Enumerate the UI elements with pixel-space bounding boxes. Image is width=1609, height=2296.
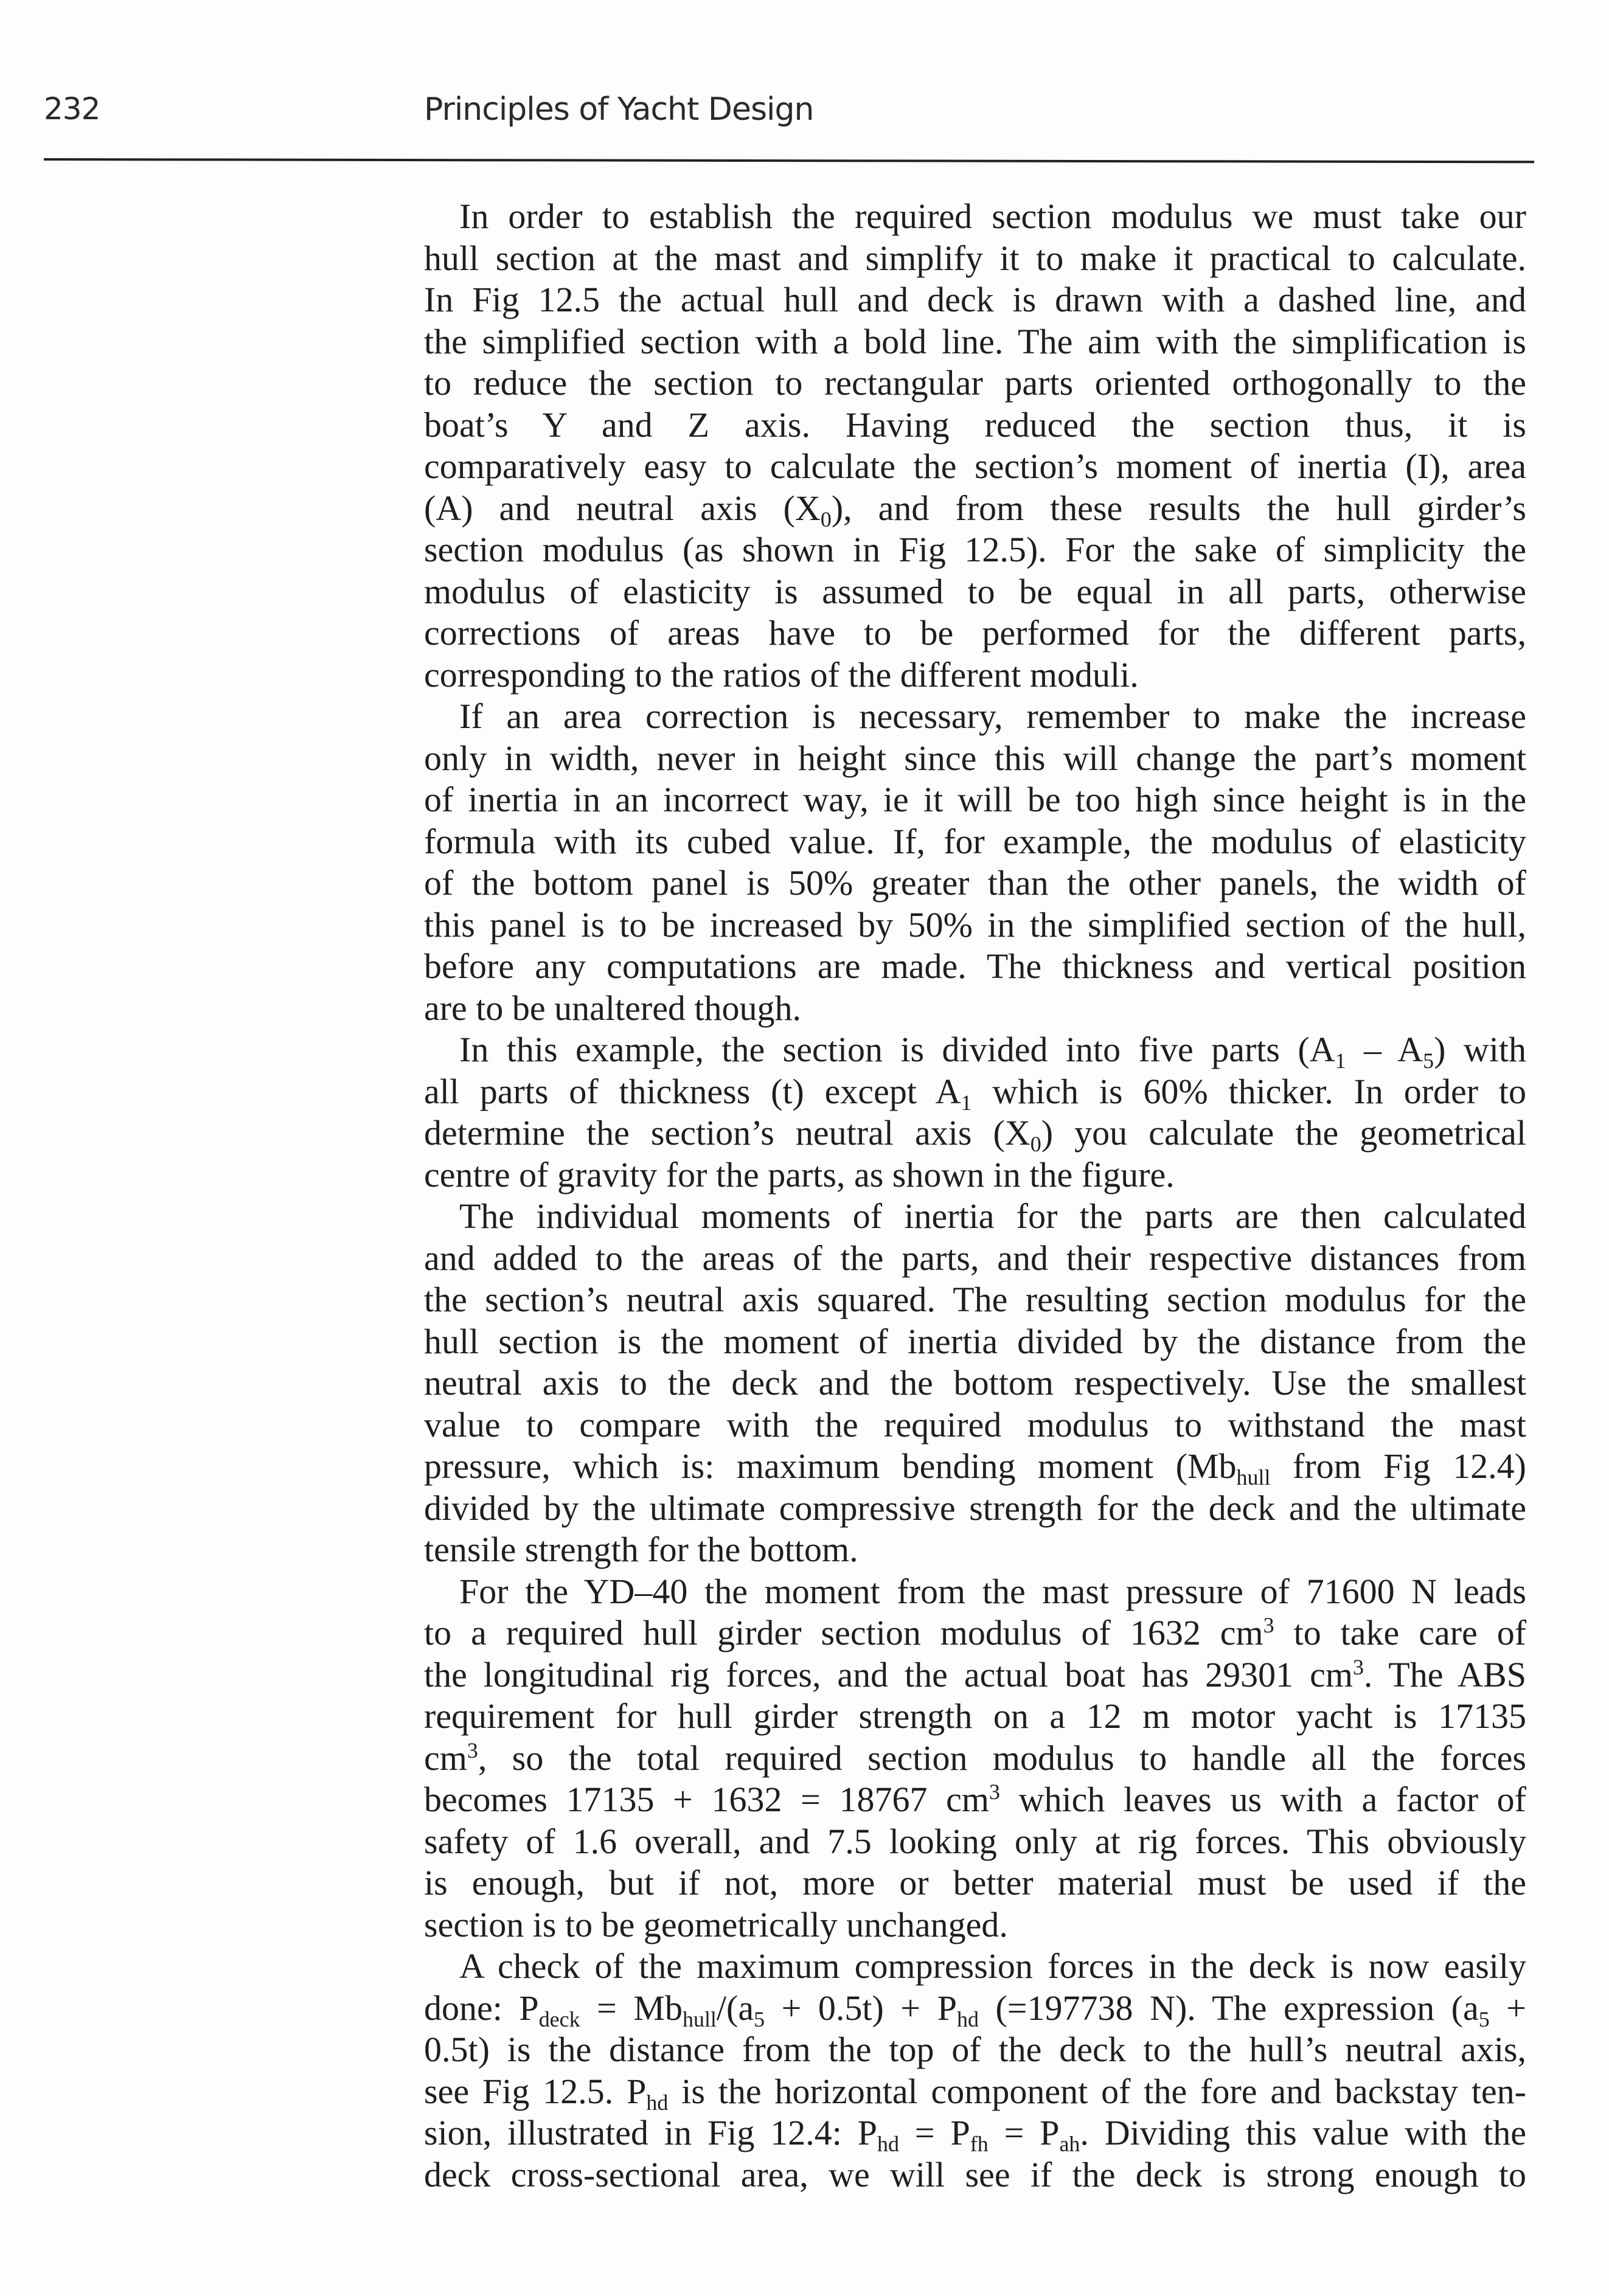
text-line <box>424 1404 1526 1446</box>
text-line <box>424 404 1526 446</box>
text-line <box>424 488 1526 530</box>
text-run: . The ABS <box>1363 1654 1526 1694</box>
text-line <box>424 862 1526 904</box>
text-line <box>424 946 1526 988</box>
text-line <box>424 1154 1526 1196</box>
text-line <box>424 362 1526 404</box>
text-run: /(a <box>716 1988 754 2028</box>
text-run: see Fig 12.5. P <box>424 2071 647 2111</box>
text-line <box>424 1029 1526 1071</box>
text-line <box>424 1946 1526 1988</box>
text-line <box>424 196 1526 238</box>
text-line <box>424 1571 1526 1613</box>
text-line <box>424 1862 1526 1904</box>
text-line <box>424 904 1526 946</box>
text-run: boat’s Y and Z axis. Having reduced the section thus, it is <box>424 404 1526 445</box>
body-text <box>424 196 1526 2196</box>
text-run: requirement for hull girder strength on a 12 m motor yacht is 17135 <box>424 1696 1526 1736</box>
text-line <box>424 529 1526 571</box>
page-number: 232 <box>44 91 100 127</box>
text-run: For the YD–40 the moment from the mast pressure of 71600 N leads <box>459 1571 1526 1611</box>
text-line <box>424 1279 1526 1321</box>
text-run: 0.5t) is the distance from the top of the deck to the hull’s neutral axis, <box>424 2030 1526 2069</box>
text-run: A check of the maximum compression forces in the deck is now easily <box>459 1946 1526 1986</box>
text-run: section is to be geometrically unchanged. <box>424 1904 1008 1944</box>
text-line <box>424 279 1526 321</box>
text-run: ) you calculate the geometrical <box>1041 1113 1527 1153</box>
text-run: + <box>1489 1988 1526 2028</box>
text-line <box>424 1488 1526 1530</box>
subscript: ah <box>1059 2131 1080 2156</box>
text-run: the section’s neutral axis squared. The resulting section modulus for the <box>424 1280 1526 1319</box>
text-run: ), and from these results the hull girder’s <box>831 488 1527 528</box>
text-run: sion, illustrated in Fig 12.4: P <box>424 2113 877 2152</box>
text-line <box>424 1446 1526 1488</box>
text-run: which is 60% thicker. In order to <box>971 1071 1526 1111</box>
text-run: the simplified section with a bold line. The aim with the simplification is <box>424 321 1526 361</box>
text-run: to reduce the section to rectangular parts oriented orthogonally to the <box>424 363 1526 403</box>
text-line <box>424 2112 1526 2154</box>
text-run: which leaves us with a factor of <box>999 1780 1526 1819</box>
text-run: = P <box>988 2113 1060 2152</box>
text-line <box>424 1904 1526 1946</box>
text-run: comparatively easy to calculate the section’s moment of inertia (I), area <box>424 446 1526 486</box>
text-run: of the bottom panel is 50% greater than the other panels, the width of <box>424 863 1526 903</box>
subscript: hd <box>956 2006 979 2031</box>
text-run: = Mb <box>580 1988 683 2028</box>
text-run: . Dividing this value with the <box>1080 2113 1527 2152</box>
text-line <box>424 2154 1526 2196</box>
subscript: 0 <box>820 507 832 532</box>
text-line <box>424 821 1526 863</box>
text-run: formula with its cubed value. If, for example, the modulus of elasticity <box>424 821 1526 861</box>
subscript: hd <box>646 2090 669 2115</box>
header-rule <box>44 158 1534 163</box>
subscript: 0 <box>1030 1131 1041 1156</box>
text-run: is the horizontal component of the fore and backstay ten- <box>668 2071 1526 2111</box>
text-line <box>424 1238 1526 1280</box>
text-line <box>424 1112 1526 1154</box>
text-line <box>424 1362 1526 1404</box>
text-line <box>424 779 1526 821</box>
subscript: 5 <box>754 2006 765 2031</box>
text-run: is enough, but if not, more or better material must be used if the <box>424 1863 1526 1902</box>
text-run: ) with <box>1434 1030 1526 1069</box>
subscript: hull <box>682 2006 717 2031</box>
text-run: centre of gravity for the parts, as shown in the figure. <box>424 1154 1175 1195</box>
subscript: hd <box>877 2131 899 2156</box>
subscript: 1 <box>961 1090 972 1115</box>
text-run: from Fig 12.4) <box>1270 1446 1526 1486</box>
text-run: pressure, which is: maximum bending moment (Mb <box>424 1446 1237 1486</box>
text-run: to take care of <box>1274 1613 1527 1653</box>
text-run: all parts of thickness (t) except A <box>424 1071 961 1111</box>
text-run: hull section is the moment of inertia divided by the distance from the <box>424 1321 1526 1361</box>
text-run: becomes 17135 + 1632 = 18767 cm <box>424 1780 989 1819</box>
subscript: 1 <box>1335 1048 1346 1073</box>
subscript: hull <box>1236 1465 1271 1490</box>
text-run: modulus of elasticity is assumed to be equal in all parts, otherwise <box>424 571 1526 611</box>
text-run: In order to establish the required section modulus we must take our <box>459 196 1526 236</box>
text-run: done: P <box>424 1988 539 2028</box>
text-line <box>424 1196 1526 1238</box>
text-run: cm <box>424 1738 467 1778</box>
text-run: divided by the ultimate compressive strength for the deck and the ultimate <box>424 1488 1526 1528</box>
text-line <box>424 571 1526 613</box>
text-run: of inertia in an incorrect way, ie it will be too high since height is in the <box>424 780 1526 819</box>
text-line <box>424 612 1526 654</box>
text-line <box>424 238 1526 280</box>
text-run: If an area correction is necessary, remember to make the increase <box>459 696 1526 736</box>
text-run: are to be unaltered though. <box>424 988 802 1028</box>
text-line <box>424 1612 1526 1654</box>
subscript: 5 <box>1478 2006 1490 2031</box>
text-run: In Fig 12.5 the actual hull and deck is drawn with a dashed line, and <box>424 280 1526 319</box>
text-line <box>424 2071 1526 2113</box>
text-run: neutral axis to the deck and the bottom respectively. Use the smallest <box>424 1363 1526 1403</box>
text-run: and added to the areas of the parts, and their respective distances from <box>424 1238 1526 1278</box>
text-line <box>424 2029 1526 2071</box>
text-line <box>424 696 1526 738</box>
text-run: – A <box>1346 1030 1423 1069</box>
text-line <box>424 1529 1526 1571</box>
text-line <box>424 1738 1526 1780</box>
subscript: fh <box>970 2131 989 2156</box>
superscript: 3 <box>989 1780 1000 1805</box>
text-run: determine the section’s neutral axis (X <box>424 1113 1030 1153</box>
text-run: (A) and neutral axis (X <box>424 488 821 528</box>
text-run: to a required hull girder section modulus of 1632 cm <box>424 1613 1263 1653</box>
text-run: In this example, the section is divided into five parts (A <box>459 1030 1335 1069</box>
text-run: only in width, never in height since this will change the part’s moment <box>424 738 1526 778</box>
subscript: 5 <box>1423 1048 1434 1073</box>
running-title: Principles of Yacht Design <box>424 91 814 128</box>
text-run: + 0.5t) + P <box>765 1988 957 2028</box>
text-line <box>424 1821 1526 1863</box>
text-line <box>424 654 1526 696</box>
text-run: tensile strength for the bottom. <box>424 1530 858 1569</box>
text-line <box>424 988 1526 1030</box>
text-run: section modulus (as shown in Fig 12.5). For the sake of simplicity the <box>424 530 1526 569</box>
text-run: deck cross-sectional area, we will see if the deck is strong enough to <box>424 2154 1526 2194</box>
text-line <box>424 1071 1526 1113</box>
superscript: 3 <box>1263 1613 1274 1638</box>
superscript: 3 <box>467 1738 478 1763</box>
text-line <box>424 1321 1526 1363</box>
text-line <box>424 321 1526 363</box>
superscript: 3 <box>1352 1654 1364 1679</box>
text-line <box>424 446 1526 488</box>
text-run: , so the total required section modulus to handle all the forces <box>478 1738 1526 1778</box>
text-run: before any computations are made. The thickness and vertical position <box>424 946 1526 986</box>
text-run: hull section at the mast and simplify it to make it practical to calculate. <box>424 238 1526 278</box>
text-run: the longitudinal rig forces, and the actual boat has 29301 cm <box>424 1654 1353 1694</box>
text-line <box>424 1654 1526 1696</box>
text-line <box>424 1696 1526 1738</box>
subscript: deck <box>538 2006 580 2031</box>
text-run: corresponding to the ratios of the different moduli. <box>424 654 1139 695</box>
text-line <box>424 1988 1526 2030</box>
text-run: safety of 1.6 overall, and 7.5 looking only at rig forces. This obviously <box>424 1821 1526 1861</box>
text-run: corrections of areas have to be performed for the different parts, <box>424 613 1526 653</box>
text-line <box>424 738 1526 780</box>
text-line <box>424 1779 1526 1821</box>
text-run: = P <box>898 2113 970 2152</box>
text-run: The individual moments of inertia for the parts are then calculated <box>459 1196 1526 1236</box>
text-run: this panel is to be increased by 50% in the simplified section of the hull, <box>424 904 1526 945</box>
text-run: value to compare with the required modulus to withstand the mast <box>424 1404 1526 1445</box>
text-run: (=197738 N). The expression (a <box>978 1988 1479 2028</box>
